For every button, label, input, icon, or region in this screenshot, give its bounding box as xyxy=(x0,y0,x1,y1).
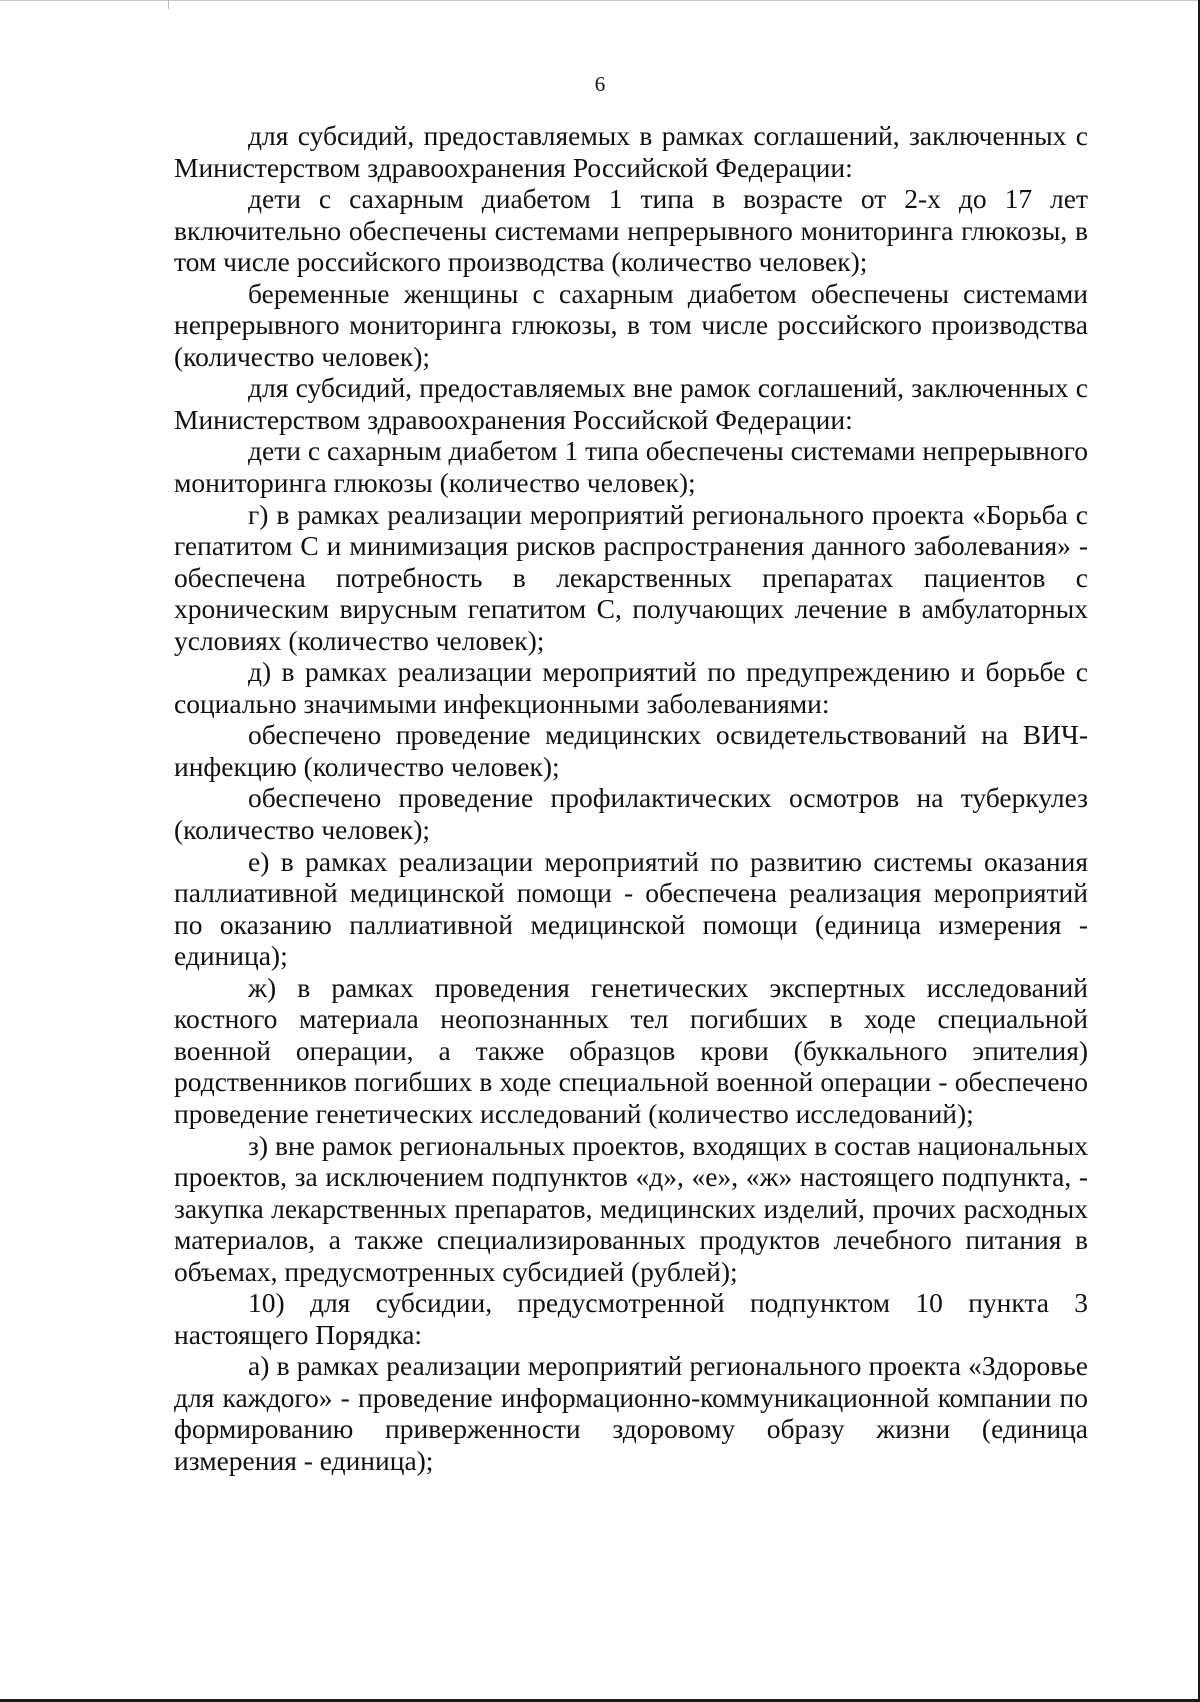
page-number: 6 xyxy=(594,72,606,96)
paragraph-subsidies-outside-agreements: для субсидий, предоставляемых вне рамок соглашений, заключенных с Министерством здравоохранения Российской Федерации: xyxy=(174,372,1088,435)
paragraph-item-g-hepatitis: г) в рамках реализации мероприятий регионального проекта «Борьба с гепатитом С и минимизация рисков распространения данного заболевания» - обеспечена потребность в лекарственных препаратах пациентов с хроническим вирусным гепатитом С, получающих лечение в амбулаторных условиях (количество человек); xyxy=(174,498,1088,656)
paragraph-item-z-procurement: з) вне рамок региональных проектов, входящих в состав национальных проектов, за исключением подпунктов «д», «е», «ж» настоящего подпункта, - закупка лекарственных препаратов, медицинских изделий, прочих расходных материалов, а также специализированных продуктов лечебного питания в объемах, предусмотренных субсидией (рублей); xyxy=(174,1129,1088,1287)
document-body xyxy=(174,120,1088,1477)
paragraph-children-diabetes-cgm: дети с сахарным диабетом 1 типа в возрасте от 2-х до 17 лет включительно обеспечены системами непрерывного мониторинга глюкозы, в том числе российского производства (количество человек); xyxy=(174,183,1088,278)
paragraph-item-e-palliative: е) в рамках реализации мероприятий по развитию системы оказания паллиативной медицинской помощи - обеспечена реализация мероприятий по оказанию паллиативной медицинской помощи (единица измерения - единица); xyxy=(174,845,1088,972)
scan-edge-top xyxy=(0,0,1200,1)
paragraph-children-type1-cgm: дети с сахарным диабетом 1 типа обеспечены системами непрерывного мониторинга глюкозы (количество человек); xyxy=(174,435,1088,499)
paragraph-item-a-health: а) в рамках реализации мероприятий регионального проекта «Здоровье для каждого» - проведение информационно-коммуникационной компании по формированию приверженности здоровому образу жизни (единица измерения - единица); xyxy=(174,1350,1088,1476)
paragraph-item-d-infections: д) в рамках реализации мероприятий по предупреждению и борьбе с социально значимыми инфекционными заболеваниями: xyxy=(174,656,1088,719)
paragraph-item-zh-genetic: ж) в рамках проведения генетических экспертных исследований костного материала неопознанных тел погибших в ходе специальной военной операции, а также образцов крови (буккального эпителия) родственников погибших в ходе специальной военной операции - обеспечено проведение генетических исследований (количество исследований); xyxy=(174,971,1088,1129)
paragraph-item-10-subsidy: 10) для субсидии, предусмотренной подпунктом 10 пункта 3 настоящего Порядка: xyxy=(174,1287,1088,1350)
paragraph-hiv-examinations: обеспечено проведение медицинских освидетельствований на ВИЧ-инфекцию (количество человек); xyxy=(174,719,1088,782)
paragraph-pregnant-women-cgm: беременные женщины с сахарным диабетом обеспечены системами непрерывного мониторинга глюкозы, в том числе российского производства (количество человек); xyxy=(174,277,1088,372)
paragraph-subsidies-within-agreements: для субсидий, предоставляемых в рамках соглашений, заключенных с Министерством здравоохранения Российской Федерации: xyxy=(174,120,1088,183)
paragraph-tuberculosis-checkups: обеспечено проведение профилактических осмотров на туберкулез (количество человек); xyxy=(174,782,1088,846)
scan-mark xyxy=(168,0,169,9)
